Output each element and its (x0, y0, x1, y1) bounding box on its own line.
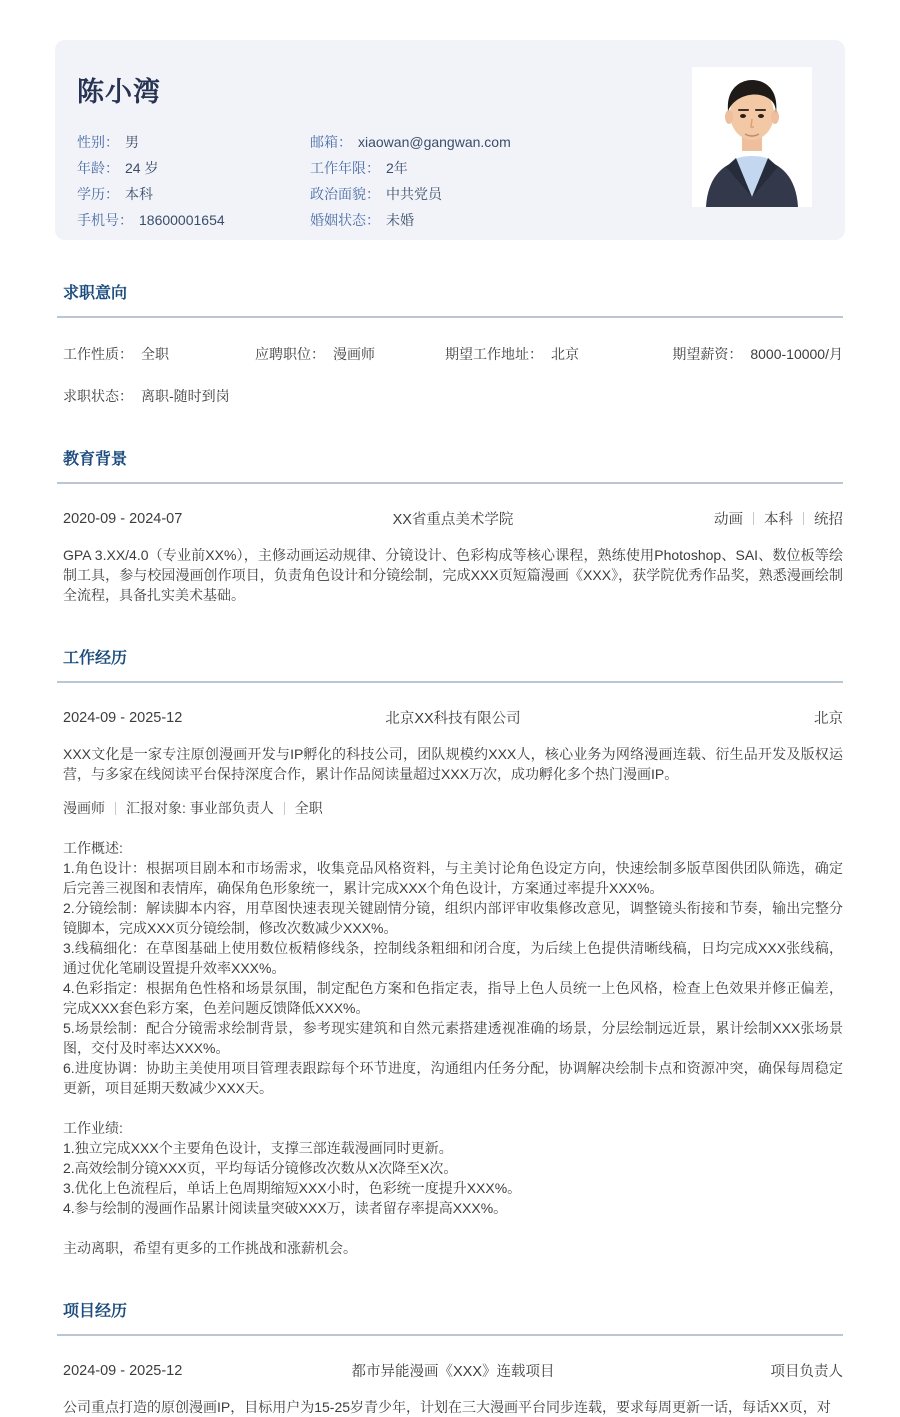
work-duty-item: 6.进度协调：协助主美使用项目管理表跟踪每个环节进度，沟通组内任务分配，协调解决绘制卡点和资源冲突，确保每周稳定更新，项目延期天数减少XXX天。 (63, 1060, 843, 1096)
field-phone-label: 手机号： (77, 212, 133, 228)
field-degree-label: 学历： (77, 186, 119, 202)
field-experience-years-value: 2年 (386, 160, 408, 176)
work-role: 漫画师 (63, 800, 105, 816)
field-email-value: xiaowan@gangwan.com (358, 134, 511, 150)
field-political-status-value: 中共党员 (386, 186, 442, 202)
work-company: 北京XX科技有限公司 (385, 711, 521, 727)
field-target-position-label: 应聘职位： (255, 346, 325, 362)
work-duty-item: 2.分镜绘制：解读脚本内容，用草图快速表现关键剧情分镜，组织内部评审收集修改意见，调整镜头衔接和节奏，输出完整分镜脚本，完成XXX页分镜绘制，修改次数减少XXX%。 (63, 900, 843, 936)
section-divider (57, 681, 843, 683)
project-period: 2024-09 - 2025-12 (63, 1362, 183, 1379)
field-age-value: 24 岁 (125, 160, 159, 176)
leave-reason: 主动离职，希望有更多的工作挑战和涨薪机会。 (63, 1240, 357, 1256)
resume-body (57, 280, 843, 1417)
field-gender (77, 129, 310, 155)
section-job-intent (57, 280, 843, 406)
field-job-status (63, 386, 255, 406)
education-school: XX省重点美术学院 (392, 512, 514, 528)
work-achievements-label: 工作业绩: (63, 1120, 123, 1136)
field-job-type-value: 全职 (141, 346, 169, 362)
work-achievement-item: 3.优化上色流程后，单话上色周期缩短XXX小时，色彩统一度提升XXX%。 (63, 1180, 522, 1196)
field-marital-status-label: 婚姻状态： (310, 212, 380, 228)
section-title-education: 教育背景 (63, 451, 128, 468)
project-description: 公司重点打造的原创漫画IP，目标用户为15-25岁青少年，计划在三大漫画平台同步连载，要求每周更新一话，每话XX页，对 (63, 1399, 831, 1415)
section-project-experience (57, 1298, 843, 1417)
work-employment-type: 全职 (294, 800, 323, 816)
field-target-location-value: 北京 (551, 346, 579, 362)
education-degree: 本科 (764, 512, 793, 528)
resume-header (55, 40, 845, 240)
work-duty-item: 4.色彩指定：根据角色性格和场景氛围，制定配色方案和色指定表，指导上色人员统一上色风格，检查上色效果并修正偏差，完成XXX套色彩方案，色差问题反馈降低XXX%。 (63, 980, 843, 1016)
job-intent-row-1 (57, 344, 843, 364)
education-header-row (57, 508, 843, 529)
company-intro: XXX文化是一家专注原创漫画开发与IP孵化的科技公司，团队规模约XXX人，核心业务为网络漫画连载、衍生品开发及版权运营，与多家在线阅读平台保持深度合作，累计作品阅读量超过XXX万次，成功孵化多个热门漫画IP。 (63, 746, 843, 782)
field-target-location-label: 期望工作地址： (445, 346, 543, 362)
field-job-type-label: 工作性质： (63, 346, 133, 362)
education-tags (609, 508, 843, 529)
field-marital-status (310, 207, 823, 233)
education-description: GPA 3.XX/4.0（专业前XX%），主修动画运动规律、分镜设计、色彩构成等核心课程，熟练使用Photoshop、SAI、数位板等绘制工具，参与校园漫画创作项目，负责角色设计和分镜绘制，完成XXX页短篇漫画《XXX》，获学院优秀作品奖，熟悉漫画绘制全流程，具备扎实美术基础。 (63, 547, 843, 603)
field-age (77, 155, 310, 181)
field-email-label: 邮箱： (310, 134, 352, 150)
role-separator (115, 802, 116, 815)
work-duty-item: 3.线稿细化：在草图基础上使用数位板精修线条，控制线条粗细和闭合度，为后续上色提供清晰线稿，日均完成XXX张线稿，通过优化笔刷设置提升效率XXX%。 (63, 940, 843, 976)
field-marital-status-value: 未婚 (386, 212, 414, 228)
field-phone (77, 207, 310, 233)
job-intent-row-2 (57, 386, 843, 406)
work-achievement-item: 4.参与绘制的漫画作品累计阅读量突破XXX万，读者留存率提高XXX%。 (63, 1200, 508, 1216)
field-target-position-value: 漫画师 (333, 346, 375, 362)
work-duty-item: 5.场景绘制：配合分镜需求绘制背景，参考现实建筑和自然元素搭建透视准确的场景，分层绘制远近景，累计绘制XXX张场景图，交付及时率达XXX%。 (63, 1020, 843, 1056)
section-divider (57, 482, 843, 484)
field-expected-salary-label: 期望薪资： (672, 346, 743, 362)
tag-separator (753, 512, 754, 525)
field-target-location (445, 344, 660, 364)
section-work-experience (57, 645, 843, 1258)
tag-separator (803, 512, 804, 525)
section-divider (57, 316, 843, 318)
field-phone-value: 18600001654 (139, 212, 225, 228)
field-experience-years-label: 工作年限： (310, 160, 380, 176)
field-expected-salary (660, 344, 843, 364)
project-header-row (57, 1360, 843, 1381)
field-gender-value: 男 (125, 134, 139, 150)
work-achievement-item: 1.独立完成XXX个主要角色设计，支撑三部连载漫画同时更新。 (63, 1140, 453, 1156)
field-target-position (255, 344, 445, 364)
project-role: 项目负责人 (770, 1364, 843, 1380)
field-degree (77, 181, 310, 207)
portrait-photo (692, 67, 812, 207)
field-job-status-value: 离职-随时到岗 (141, 388, 230, 404)
section-education (57, 446, 843, 605)
portrait-photo-illustration (692, 67, 812, 207)
field-political-status-label: 政治面貌： (310, 186, 380, 202)
education-major: 动画 (714, 512, 743, 528)
field-degree-value: 本科 (125, 186, 153, 202)
work-location: 北京 (814, 711, 843, 727)
education-enrollment: 统招 (814, 512, 843, 528)
info-column-left (77, 129, 310, 233)
work-period: 2024-09 - 2025-12 (63, 709, 183, 726)
section-divider (57, 1334, 843, 1336)
field-job-status-label: 求职状态： (63, 388, 133, 404)
field-expected-salary-value: 8000-10000/月 (750, 346, 843, 362)
work-overview-label: 工作概述: (63, 840, 123, 856)
education-period: 2020-09 - 2024-07 (63, 510, 183, 527)
work-achievement-item: 2.高效绘制分镜XXX页，平均每话分镜修改次数从X次降至X次。 (63, 1160, 458, 1176)
project-name: 都市异能漫画《XXX》连载项目 (351, 1364, 555, 1380)
section-title-work: 工作经历 (63, 650, 128, 667)
section-title-project: 项目经历 (63, 1303, 128, 1320)
candidate-name: 陈小湾 (77, 77, 161, 107)
work-achievements-block (57, 1118, 843, 1218)
work-overview-block (57, 838, 843, 1098)
work-report-to: 汇报对象: 事业部负责人 (126, 800, 274, 816)
role-separator (284, 802, 285, 815)
work-role-row (57, 798, 843, 818)
work-duty-item: 1.角色设计：根据项目剧本和市场需求，收集竞品风格资料，与主美讨论角色设定方向，快速绘制多版草图供团队筛选，确定后完善三视图和表情库，确保角色形象统一，累计完成XXX个角色设计，方案通过率提升XXX%。 (63, 860, 843, 896)
field-age-label: 年龄： (77, 160, 119, 176)
field-job-type (63, 344, 255, 364)
section-title-job-intent: 求职意向 (63, 285, 128, 302)
work-header-row (57, 707, 843, 728)
field-gender-label: 性别： (77, 134, 119, 150)
